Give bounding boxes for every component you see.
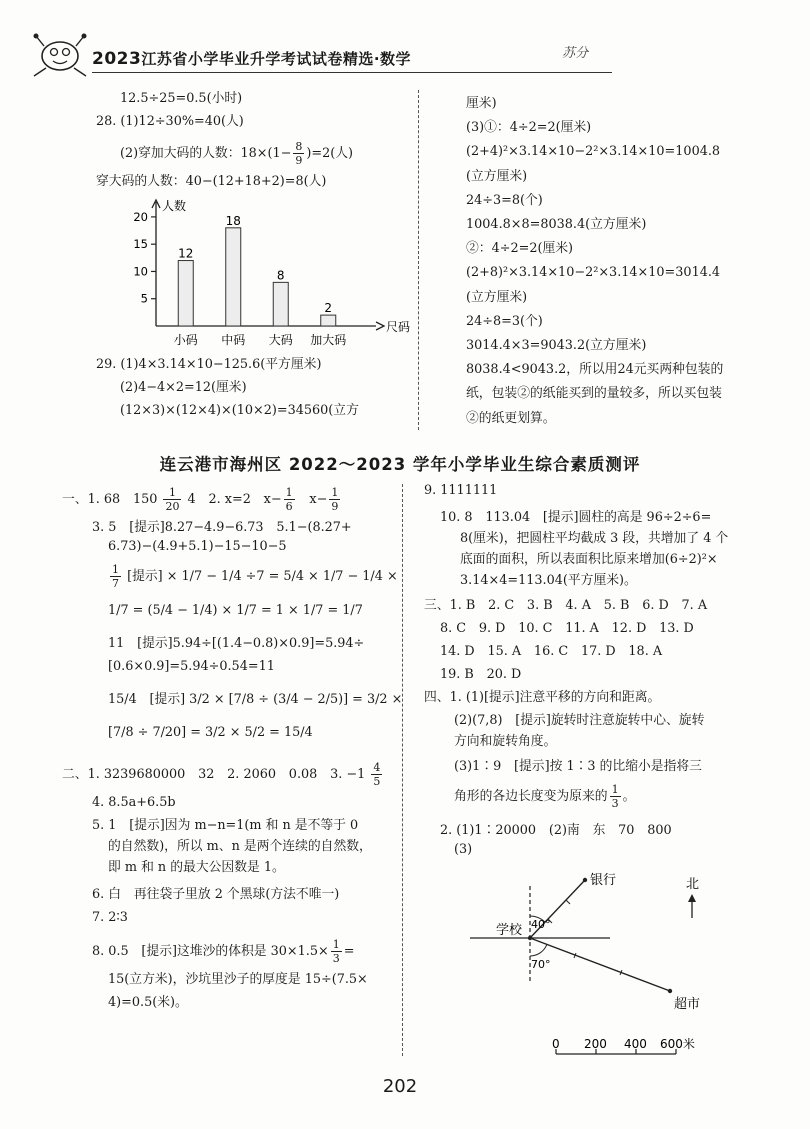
answer-line: 11 [提示]5.94÷[(1.4−0.8)×0.9]=5.94÷: [108, 636, 365, 651]
scale-label: 200: [584, 1037, 607, 1051]
direction-map: [470, 866, 770, 1066]
x-tick-label: 大码: [268, 333, 293, 347]
north-label: 北: [686, 877, 700, 892]
north-arrowhead-icon: [688, 894, 696, 902]
y-tick-label: 20: [133, 209, 148, 224]
fraction: [331, 938, 342, 965]
y-tick-label: 15: [133, 237, 148, 252]
answer-line: 1004.8×8=8038.4(立方厘米): [466, 217, 647, 233]
answer-line: (2+4)²×3.14×10−2²×3.14×10=1004.8: [466, 144, 721, 160]
answer-line: [7/8 ÷ 7/20] = 3/2 × 5/2 = 15/4: [108, 725, 313, 740]
answer-line: [454, 783, 804, 810]
denominator: 20: [165, 500, 180, 513]
page-number: 202: [382, 1076, 418, 1097]
numerator: 1: [112, 563, 119, 576]
market-point: [668, 989, 672, 993]
numerator: 1: [332, 938, 340, 951]
answer-line: 6. 白 再往袋子里放 2 个黑球(方法不唯一): [92, 887, 340, 902]
fraction: [371, 761, 382, 788]
answer-line: 7. 2∶3: [92, 910, 128, 925]
bar-value-label: 2: [324, 301, 333, 316]
bottom-left-answers: [62, 486, 403, 1010]
book-title-text: 江苏省小学毕业升学考试试卷精选·数学: [141, 50, 412, 68]
bar-value-label: 18: [225, 213, 241, 228]
answer-line: 1/7 = (5/4 − 1/4) × 1/7 = 1 × 1/7 = 1/7: [108, 603, 363, 618]
answer-line: 的自然数)，所以 m、n 是两个连续的自然数，: [108, 839, 372, 854]
numerator: 1: [163, 486, 181, 500]
answer-line: 8038.4<9043.2，所以用24元买两种包装的: [466, 362, 724, 378]
answer-line: 15(立方米)，沙坑里沙子的厚度是 15÷(7.5×: [108, 972, 368, 987]
top-left-answers: [96, 90, 406, 189]
answer-line: 12.5÷25=0.5(小时): [120, 91, 243, 106]
scale-label: 600米: [660, 1037, 695, 1051]
answer-line: [108, 563, 438, 590]
answer-line: (2+8)²×3.14×10−2²×3.14×10=3014.4: [466, 265, 721, 281]
answer-text: 。: [622, 789, 636, 804]
answer-line: 10. 8 113.04 [提示]圆柱的高是 96÷2÷6=: [440, 510, 712, 525]
answer-line: 29. (1)4×3.14×10−125.6(平方厘米): [96, 357, 322, 372]
denominator: 9: [331, 500, 339, 513]
running-header: [22, 28, 602, 80]
answer-line: [0.6×0.9]=5.94÷0.54=11: [108, 659, 275, 674]
market-route: [530, 938, 670, 991]
answer-text: 一、1. 68 150: [62, 492, 158, 507]
answer-line: 6.73)−(4.9+5.1)−15−10−5: [108, 539, 287, 554]
answer-line: (2)(7,8) [提示]旋转时注意旋转中心、旋转: [454, 713, 705, 728]
answer-text: )=2(人): [306, 146, 354, 161]
answer-line: 纸，包装②的纸能买到的量较多，所以买包装: [466, 386, 722, 402]
answer-line: 3.14×4=113.04(平方厘米)。: [460, 573, 637, 588]
answer-text: (2)穿加大码的人数：18×(1−: [120, 146, 292, 161]
denominator: 7: [112, 577, 119, 590]
fraction: [110, 563, 121, 590]
answer-line: (12×3)×(12×4)×(10×2)=34560(立方: [120, 403, 359, 418]
numerator: 1: [331, 486, 339, 499]
answer-line: 底面的面积，所以表面积比原来增加(6÷2)²×: [460, 552, 718, 567]
answer-line: 3. 5 [提示]8.27−4.9−6.73 5.1−(8.27+: [92, 520, 352, 535]
q29-answers: [96, 356, 406, 418]
answer-text: × 1/7 − 1/4 ÷7 = 5/4 × 1/7 − 1/4 ×: [166, 569, 398, 584]
fraction: [293, 140, 304, 167]
book-title: [92, 48, 411, 69]
fraction: [284, 486, 295, 513]
answer-line: 四、1. (1)[提示]注意平移的方向和距离。: [424, 690, 661, 705]
answer-line: [62, 761, 392, 788]
numerator: 1: [611, 783, 619, 796]
bar-value-label: 8: [276, 268, 285, 283]
y-axis-label: 人数: [162, 199, 187, 213]
bottom-right-answers: [424, 482, 774, 857]
market-label: 超市: [674, 997, 701, 1012]
mascot-logo-icon: [26, 30, 92, 80]
size-bar-chart: [110, 196, 411, 348]
answer-line: 2. (1)1∶20000 (2)南 东 70 800: [440, 823, 672, 838]
answer-text: 二、1. 3239680000 32 2. 2060 0.08 3. −1: [62, 767, 366, 782]
answer-line: 14. D 15. A 16. C 17. D 18. A: [440, 644, 663, 659]
fraction: [329, 486, 340, 513]
header-rule: [92, 72, 612, 73]
answer-line: (立方厘米): [466, 168, 528, 184]
bar: [321, 315, 336, 326]
fraction: [610, 783, 621, 810]
answer-line: 19. B 20. D: [440, 667, 522, 682]
y-tick-label: 5: [140, 291, 148, 306]
y-tick-label: 10: [133, 264, 148, 279]
answer-text: x−: [296, 492, 328, 507]
denominator: 3: [611, 797, 619, 810]
school-point: [528, 936, 532, 940]
numerator: 4: [373, 761, 381, 774]
school-label: 学校: [496, 923, 523, 938]
south-angle-arc: [530, 944, 547, 956]
answer-line: 9. 1111111: [424, 483, 498, 498]
bar: [226, 228, 241, 326]
answer-line: 厘米): [466, 96, 497, 111]
answer-line: 5. 1 [提示]因为 m−n=1(m 和 n 是不等于 0: [92, 818, 359, 833]
answer-line: 4)=0.5(米)。: [108, 995, 188, 1010]
answer-text: =: [343, 944, 355, 959]
scale-label: 400: [624, 1037, 647, 1051]
answer-line: 24÷8=3(个): [466, 313, 543, 329]
answer-line: (3)①：4÷2=2(厘米): [466, 120, 592, 136]
x-axis-label: 尺码: [386, 320, 411, 334]
header-signature: 苏分: [562, 46, 589, 61]
denominator: 6: [285, 500, 293, 513]
answer-text: 4 2. x=2 x−: [187, 492, 282, 507]
bank-point: [583, 878, 587, 882]
answer-line: 方向和旋转角度。: [454, 734, 557, 749]
hint-label: [提示]: [127, 569, 163, 584]
north-angle-label: 40°: [531, 918, 551, 931]
answer-line: ②的纸更划算。: [466, 410, 556, 426]
bar-value-label: 12: [178, 246, 194, 261]
column-divider-bottom: [402, 484, 403, 1056]
answer-line: [62, 486, 392, 513]
bar: [178, 261, 193, 326]
numerator: 8: [295, 140, 303, 153]
numerator: 1: [285, 486, 293, 499]
x-tick-label: 加大码: [310, 333, 347, 347]
x-axis-arrow-icon: [376, 322, 384, 330]
denominator: 9: [295, 154, 303, 167]
answer-line: 24÷3=8(个): [466, 192, 543, 208]
denominator: 5: [373, 775, 381, 788]
answer-line: (立方厘米): [466, 289, 528, 305]
bank-label: 银行: [590, 873, 617, 888]
answer-line: 三、1. B 2. C 3. B 4. A 5. B 6. D 7. A: [424, 598, 708, 613]
scale-label: 0: [552, 1037, 560, 1051]
x-tick-label: 中码: [221, 333, 246, 347]
answer-line: 即 m 和 n 的最大公因数是 1。: [108, 860, 285, 875]
answer-line: 8. C 9. D 10. C 11. A 12. D 13. D: [440, 621, 694, 636]
south-angle-label: 70°: [531, 958, 551, 971]
answer-text: 角形的各边长度变为原来的: [454, 789, 608, 804]
column-divider-top: [418, 90, 419, 430]
answer-line: [92, 938, 422, 965]
answer-line: 穿大码的人数：40−(12+18+2)=8(人): [96, 174, 327, 189]
answer-line: ②：4÷2=2(厘米): [466, 241, 574, 257]
book-year: 2023: [92, 49, 142, 69]
answer-line: (3)1∶9 [提示]按 1∶3 的比缩小是指将三: [454, 759, 702, 774]
answer-line: 4. 8.5a+6.5b: [92, 795, 176, 810]
answer-line: [120, 140, 430, 167]
bar: [273, 282, 288, 326]
x-tick-label: 小码: [173, 333, 198, 347]
answer-line: (3): [454, 842, 473, 857]
answer-line: 15/4 [提示] 3/2 × [7/8 ÷ (3/4 − 2/5)] = 3/2 ×: [108, 692, 403, 707]
answer-text: 8. 0.5 [提示]这堆沙的体积是 30×1.5×: [92, 944, 329, 959]
denominator: 3: [332, 952, 340, 965]
section-title: 连云港市海州区 2022～2023 学年小学毕业生综合素质测评: [159, 455, 641, 474]
fraction: [163, 486, 181, 513]
answer-line: 3014.4×3=9043.2(立方厘米): [466, 338, 647, 354]
top-right-answers: [466, 92, 776, 431]
answer-line: 28. (1)12÷30%=40(人): [96, 114, 244, 129]
answer-line: 8(厘米)，把圆柱平均截成 3 段，共增加了 4 个: [460, 531, 729, 546]
answer-line: (2)4−4×2=12(厘米): [120, 380, 247, 395]
scale-ticks: [556, 1049, 676, 1054]
